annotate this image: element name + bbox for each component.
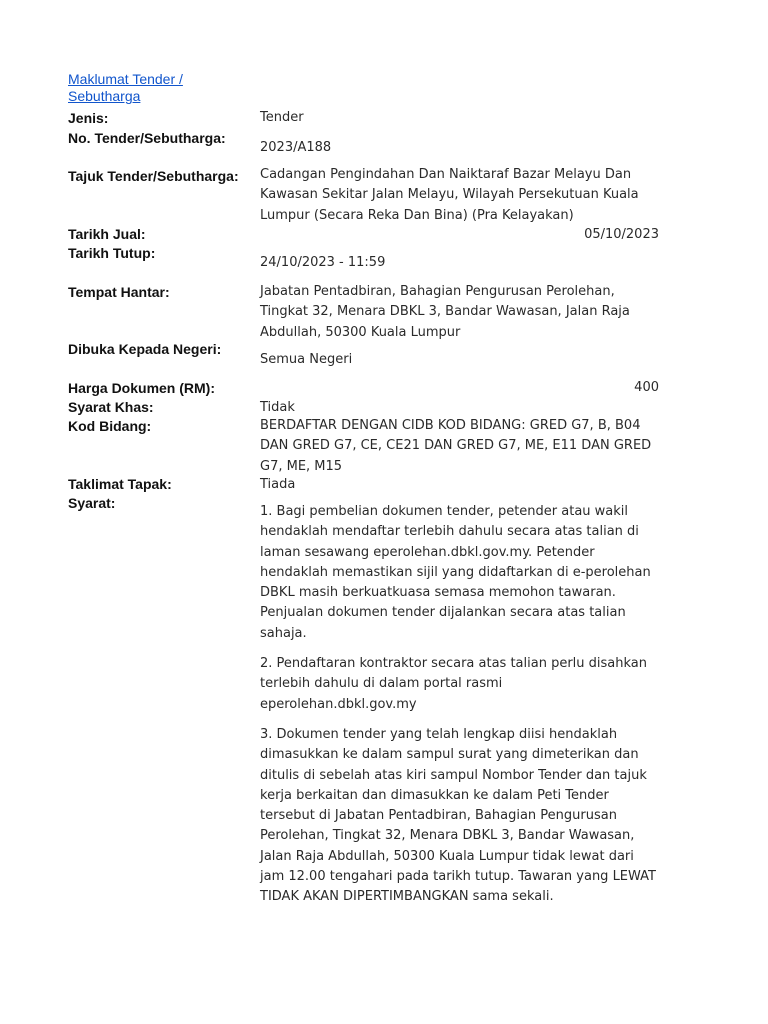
taklimat-tapak-label: Taklimat Tapak:: [68, 476, 172, 492]
tajuk-label: Tajuk Tender/Sebutharga:: [68, 168, 239, 184]
tarikh-jual-label: Tarikh Jual:: [68, 226, 146, 242]
tempat-hantar-value: Jabatan Pentadbiran, Bahagian Pengurusan Perolehan, Tingkat 32, Menara DBKL 3, Bandar Wawasan, Jalan Raja Abdullah, 50300 Kuala Lumpur: [260, 284, 630, 340]
syarat-khas-label: Syarat Khas:: [68, 399, 154, 415]
harga-dokumen-label: Harga Dokumen (RM):: [68, 380, 216, 396]
dibuka-kepada-value: Semua Negeri: [260, 352, 353, 367]
syarat-khas-value: Tidak: [260, 400, 295, 415]
tajuk-value: Cadangan Pengindahan Dan Naiktaraf Bazar Melayu Dan Kawasan Sekitar Jalan Melayu, Wilayah Persekutuan Kuala Lumpur (Secara Reka Dan Bina) (Pra Kelayakan): [260, 167, 639, 223]
harga-dokumen-value: 400: [634, 380, 659, 395]
tarikh-tutup-label: Tarikh Tutup:: [68, 245, 156, 261]
tender-info-link[interactable]: [68, 71, 238, 105]
tarikh-tutup-value: 24/10/2023 - 11:59: [260, 255, 386, 270]
taklimat-tapak-value: Tiada: [260, 477, 296, 492]
no-tender-value: 2023/A188: [260, 140, 332, 155]
tender-info-link-line1[interactable]: Maklumat Tender /: [68, 71, 183, 87]
jenis-value: Tender: [260, 110, 304, 125]
tempat-hantar-label: Tempat Hantar:: [68, 284, 170, 300]
tender-info-link-line2[interactable]: Sebutharga: [68, 88, 141, 104]
kod-bidang-value: BERDAFTAR DENGAN CIDB KOD BIDANG: GRED G7, B, B04 DAN GRED G7, CE, CE21 DAN GRED G7, ME, E11 DAN GRED G7, ME, M15: [260, 418, 652, 474]
kod-bidang-label: Kod Bidang:: [68, 418, 152, 434]
dibuka-kepada-label: Dibuka Kepada Negeri:: [68, 341, 222, 357]
syarat-label: Syarat:: [68, 495, 116, 511]
syarat-item-2: 2. Pendaftaran kontraktor secara atas talian perlu disahkan terlebih dahulu di dalam portal rasmi eperolehan.dbkl.gov.my: [260, 656, 647, 712]
syarat-item-1: 1. Bagi pembelian dokumen tender, petender atau wakil hendaklah mendaftar terlebih dahulu secara atas talian di laman sesawang eperolehan.dbkl.gov.my. Petender hendaklah memastikan sijil yang didaftarkan di e-perolehan DBKL masih berkuatkuasa semasa memohon tawaran. Penjualan dokumen tender dijalankan secara atas talian sahaja.: [260, 504, 651, 641]
jenis-label: Jenis:: [68, 110, 109, 126]
syarat-item-3: 3. Dokumen tender yang telah lengkap diisi hendaklah dimasukkan ke dalam sampul surat yang dimeterikan dan ditulis di sebelah atas kiri sampul Nombor Tender dan tajuk kerja berkaitan dan dimasukkan ke dalam Peti Tender tersebut di Jabatan Pentadbiran, Bahagian Pengurusan Perolehan, Tingkat 32, Menara DBKL 3, Bandar Wawasan, Jalan Raja Abdullah, 50300 Kuala Lumpur tidak lewat dari jam 12.00 tengahari pada tarikh tutup. Tawaran yang LEWAT TIDAK AKAN DIPERTIMBANGKAN sama sekali.: [260, 727, 656, 905]
tarikh-jual-value: 05/10/2023: [584, 227, 659, 242]
no-tender-label: No. Tender/Sebutharga:: [68, 130, 226, 146]
